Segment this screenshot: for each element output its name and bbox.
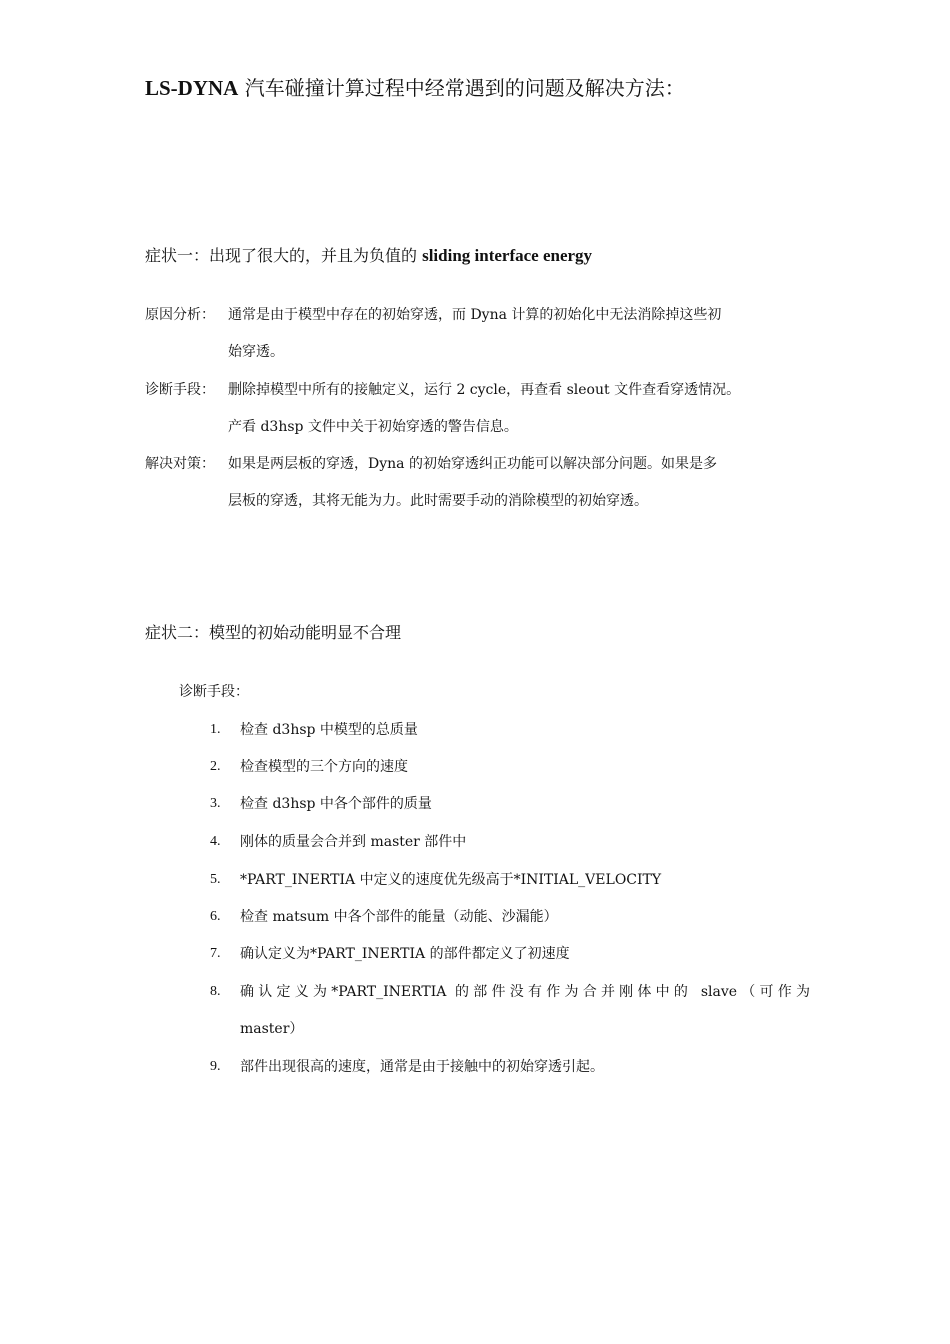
symptom2-heading bbox=[145, 620, 401, 646]
cause-text bbox=[228, 297, 818, 371]
cause-label: 原因分析： bbox=[145, 307, 215, 323]
symptom2-heading-text: 症状二：模型的初始动能明显不合理 bbox=[145, 623, 402, 642]
list-item-text: 检查 d3hsp 中各个部件的质量 bbox=[240, 796, 432, 812]
fix-line-1: 如果是两层板的穿透，Dyna 的初始穿透纠正功能可以解决部分问题。如果是多 bbox=[228, 456, 717, 472]
cause-line-2: 始穿透。 bbox=[228, 344, 284, 360]
list-item-text: 检查模型的三个方向的速度 bbox=[240, 759, 408, 775]
diag-label: 诊断手段： bbox=[145, 382, 215, 398]
list-item-text: 刚体的质量会合并到 master 部件中 bbox=[240, 834, 467, 850]
diag-line-1: 删除掉模型中所有的接触定义，运行 2 cycle，再查看 sleout 文件查看穿透情况。 bbox=[228, 382, 741, 398]
list-item-text: 检查 d3hsp 中模型的总质量 bbox=[240, 722, 418, 738]
list-item-text-continued: master） bbox=[240, 1021, 304, 1037]
list-item-text: 部件出现很高的速度，通常是由于接触中的初始穿透引起。 bbox=[240, 1059, 604, 1075]
fix-line-2: 层板的穿透，其将无能为力。此时需要手动的消除模型的初始穿透。 bbox=[228, 493, 648, 509]
list-item-text: 检查 matsum 中各个部件的能量（动能、沙漏能） bbox=[240, 909, 558, 925]
list-item-number: 2. bbox=[210, 759, 221, 774]
symptom2-diag-label: 诊断手段： bbox=[179, 684, 249, 700]
document-title bbox=[145, 72, 845, 104]
list-item-number: 7. bbox=[210, 946, 221, 961]
title-rest: 汽车碰撞计算过程中经常遇到的问题及解决方法： bbox=[238, 76, 685, 100]
cause-line-1: 通常是由于模型中存在的初始穿透，而 Dyna 计算的初始化中无法消除掉这些初 bbox=[228, 307, 722, 323]
fix-text bbox=[228, 446, 818, 520]
list-item-number: 6. bbox=[210, 909, 221, 924]
diag-text bbox=[228, 372, 818, 446]
list-item-number: 9. bbox=[210, 1059, 221, 1074]
list-item-number: 1. bbox=[210, 722, 221, 737]
symptom1-heading bbox=[145, 243, 592, 269]
list-item-number: 4. bbox=[210, 834, 221, 849]
list-item-text: *PART_INERTIA 中定义的速度优先级高于*INITIAL_VELOCITY bbox=[240, 872, 662, 888]
list-item-text: 确认定义为*PART_INERTIA 的部件没有作为合并刚体中的 slave（可作为 bbox=[240, 984, 810, 1000]
fix-label: 解决对策： bbox=[145, 456, 215, 472]
diag-line-2: 产看 d3hsp 文件中关于初始穿透的警告信息。 bbox=[228, 419, 518, 435]
list-item-text: 确认定义为*PART_INERTIA 的部件都定义了初速度 bbox=[240, 946, 570, 962]
list-item-number: 5. bbox=[210, 872, 221, 887]
list-item-number: 3. bbox=[210, 796, 221, 811]
symptom1-heading-prefix: 症状一：出现了很大的，并且为负值的 bbox=[145, 246, 423, 265]
list-item-number: 8. bbox=[210, 984, 221, 999]
title-bold: LS-DYNA bbox=[145, 76, 239, 100]
symptom1-heading-bold: sliding interface energy bbox=[422, 246, 593, 265]
